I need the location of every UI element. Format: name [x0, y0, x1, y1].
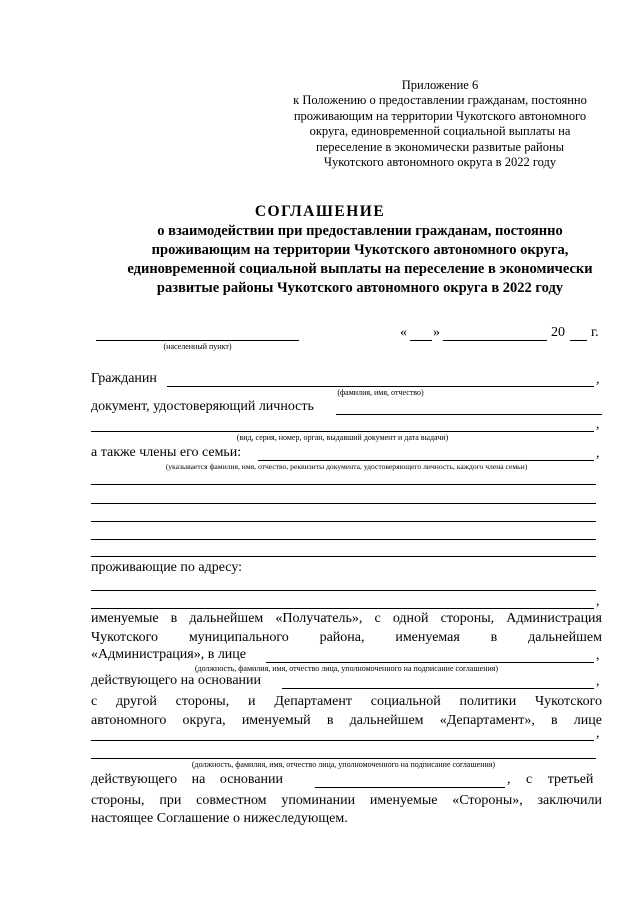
appendix-line: проживающим на территории Чукотского автономного: [293, 108, 587, 123]
subtitle-line: о взаимодействии при предоставлении гражданам, постоянно: [157, 223, 563, 239]
citizen-name-line[interactable]: [167, 386, 594, 387]
department-representative-line-2[interactable]: [91, 758, 596, 759]
family-field-line-4[interactable]: [91, 521, 596, 522]
document-field-line[interactable]: [336, 414, 602, 415]
date-month-line[interactable]: [443, 340, 547, 341]
subtitle-line: развитые районы Чукотского автономного округа в 2022 году: [156, 280, 564, 296]
family-hint: (указывается фамилия, имя, отчество, реквизиты документа, удостоверяющего личность, каждого члена семьи): [165, 462, 528, 471]
family-field-line-3[interactable]: [91, 503, 596, 504]
comma: ,: [596, 726, 600, 741]
family-field-line[interactable]: [258, 460, 594, 461]
appendix-line: к Положению о предоставлении гражданам, постоянно: [293, 93, 587, 108]
comma: ,: [596, 446, 600, 461]
document-hint: (вид, серия, номер, орган, выдавший документ и дата выдачи): [236, 433, 449, 442]
place-hint: (населенный пункт): [163, 342, 232, 351]
subtitle-line: проживающим на территории Чукотского автономного округа,: [151, 242, 569, 258]
department-hint: (должность, фамилия, имя, отчество лица, уполномоченного на подписание соглашения): [191, 760, 496, 769]
family-field-line-6[interactable]: [91, 556, 596, 557]
comma: ,: [596, 417, 600, 432]
date-close-quote: »: [433, 325, 440, 340]
department-paragraph-line: автономного округа, именуемый в дальнейшем «Департамент», в лице: [91, 713, 602, 728]
date-open-quote: «: [400, 325, 407, 340]
department-basis-end: , с третьей: [507, 772, 594, 787]
department-representative-line[interactable]: [91, 740, 594, 741]
citizen-label: Гражданин: [91, 371, 157, 386]
appendix-line: Приложение 6: [401, 78, 479, 92]
date-year-suffix: г.: [591, 325, 599, 340]
recipient-paragraph-line: именуемые в дальнейшем «Получатель», с одной стороны, Администрация: [91, 611, 602, 626]
address-field-line[interactable]: [91, 590, 596, 591]
department-paragraph-line: с другой стороны, и Департамент социальной политики Чукотского: [91, 694, 602, 709]
closing-paragraph-line: настоящее Соглашение о нижеследующем.: [91, 811, 348, 826]
comma: ,: [596, 674, 600, 689]
document-subtitle: [80, 222, 640, 298]
appendix-line: переселение в экономически развитые районы: [315, 139, 565, 154]
document-field-line-2[interactable]: [91, 431, 594, 432]
acting-basis-label: действующего на основании: [91, 673, 262, 688]
family-label: а также члены его семьи:: [91, 445, 242, 460]
admin-hint: (должность, фамилия, имя, отчество лица, уполномоченного на подписание соглашения): [194, 664, 499, 673]
address-label: проживающие по адресу:: [91, 560, 243, 575]
admin-representative-line[interactable]: [266, 662, 594, 663]
recipient-paragraph-line: «Администрация», в лице: [91, 647, 247, 662]
admin-basis-line[interactable]: [282, 688, 594, 689]
department-basis-line[interactable]: [315, 787, 505, 788]
department-basis-label: действующего на основании: [91, 772, 284, 787]
place-field-line[interactable]: [96, 340, 299, 341]
comma: ,: [596, 372, 600, 387]
appendix-line: округа, единовременной социальной выплаты на: [309, 124, 571, 139]
comma: ,: [596, 648, 600, 663]
closing-paragraph-line: стороны, при совместном упоминании именуемые «Стороны», заключили: [91, 793, 602, 808]
document-label: документ, удостоверяющий личность: [91, 399, 314, 414]
comma: ,: [596, 594, 600, 609]
appendix-line: Чукотского автономного округа в 2022 году: [323, 155, 557, 170]
recipient-paragraph-line: Чукотского муниципального района, именуемая в дальнейшем: [91, 630, 602, 645]
appendix-block: [280, 78, 600, 170]
family-field-line-2[interactable]: [91, 484, 596, 485]
family-field-line-5[interactable]: [91, 539, 596, 540]
subtitle-line: единовременной социальной выплаты на переселение в экономически: [127, 261, 593, 277]
document-title: СОГЛАШЕНИЕ: [254, 203, 386, 220]
date-year-line[interactable]: [570, 340, 587, 341]
date-day-line[interactable]: [410, 340, 432, 341]
citizen-hint: (фамилия, имя, отчество): [337, 388, 424, 397]
date-year-prefix: 20: [551, 325, 565, 340]
